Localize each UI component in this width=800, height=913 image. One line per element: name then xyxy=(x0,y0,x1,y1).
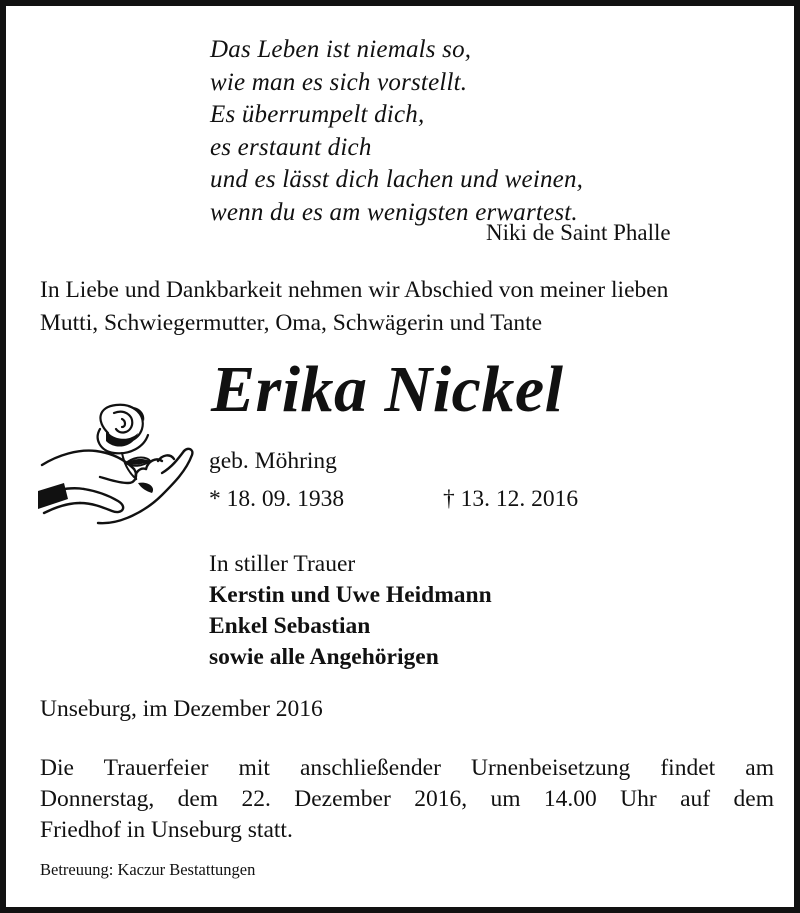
funeral-service-info xyxy=(40,753,774,846)
funeral-home-credit: Betreuung: Kaczur Bestattungen xyxy=(40,860,256,879)
poem-line: es erstaunt dich xyxy=(210,133,372,161)
poem-author: Niki de Saint Phalle xyxy=(486,220,671,245)
poem-line: Es überrumpelt dich, xyxy=(210,101,425,129)
intro-text xyxy=(40,274,774,340)
place-date: Unseburg, im Dezember 2016 xyxy=(40,696,323,722)
poem-line: und es lässt dich lachen und weinen, xyxy=(210,166,584,194)
intro-line: In Liebe und Dankbarkeit nehmen wir Abschied von meiner lieben xyxy=(40,277,669,303)
service-line: Donnerstag, dem 22. Dezember 2016, um 14.00 Uhr auf dem xyxy=(40,786,774,812)
hands-holding-rose-icon xyxy=(38,399,198,531)
mourner-line: Kerstin und Uwe Heidmann xyxy=(209,582,492,608)
death-date: † 13. 12. 2016 xyxy=(443,486,579,512)
birth-date: * 18. 09. 1938 xyxy=(209,486,345,512)
mourners-heading: In stiller Trauer xyxy=(209,551,356,577)
poem-line: wie man es sich vorstellt. xyxy=(210,68,468,96)
poem-line: Das Leben ist niemals so, xyxy=(210,36,472,63)
maiden-name: geb. Möhring xyxy=(209,448,337,474)
poem xyxy=(210,34,583,230)
mourners-block xyxy=(209,549,492,673)
intro-line: Mutti, Schwiegermutter, Oma, Schwägerin und Tante xyxy=(40,310,543,336)
service-line: Die Trauerfeier mit anschließender Urnenbeisetzung findet am xyxy=(40,755,774,781)
poem-line: wenn du es am wenigsten erwartest. xyxy=(210,198,578,226)
deceased-name: Erika Nickel xyxy=(211,353,564,426)
mourner-line: sowie alle Angehörigen xyxy=(209,644,439,670)
mourner-line: Enkel Sebastian xyxy=(209,613,371,639)
service-line: Friedhof in Unseburg statt. xyxy=(40,817,293,843)
